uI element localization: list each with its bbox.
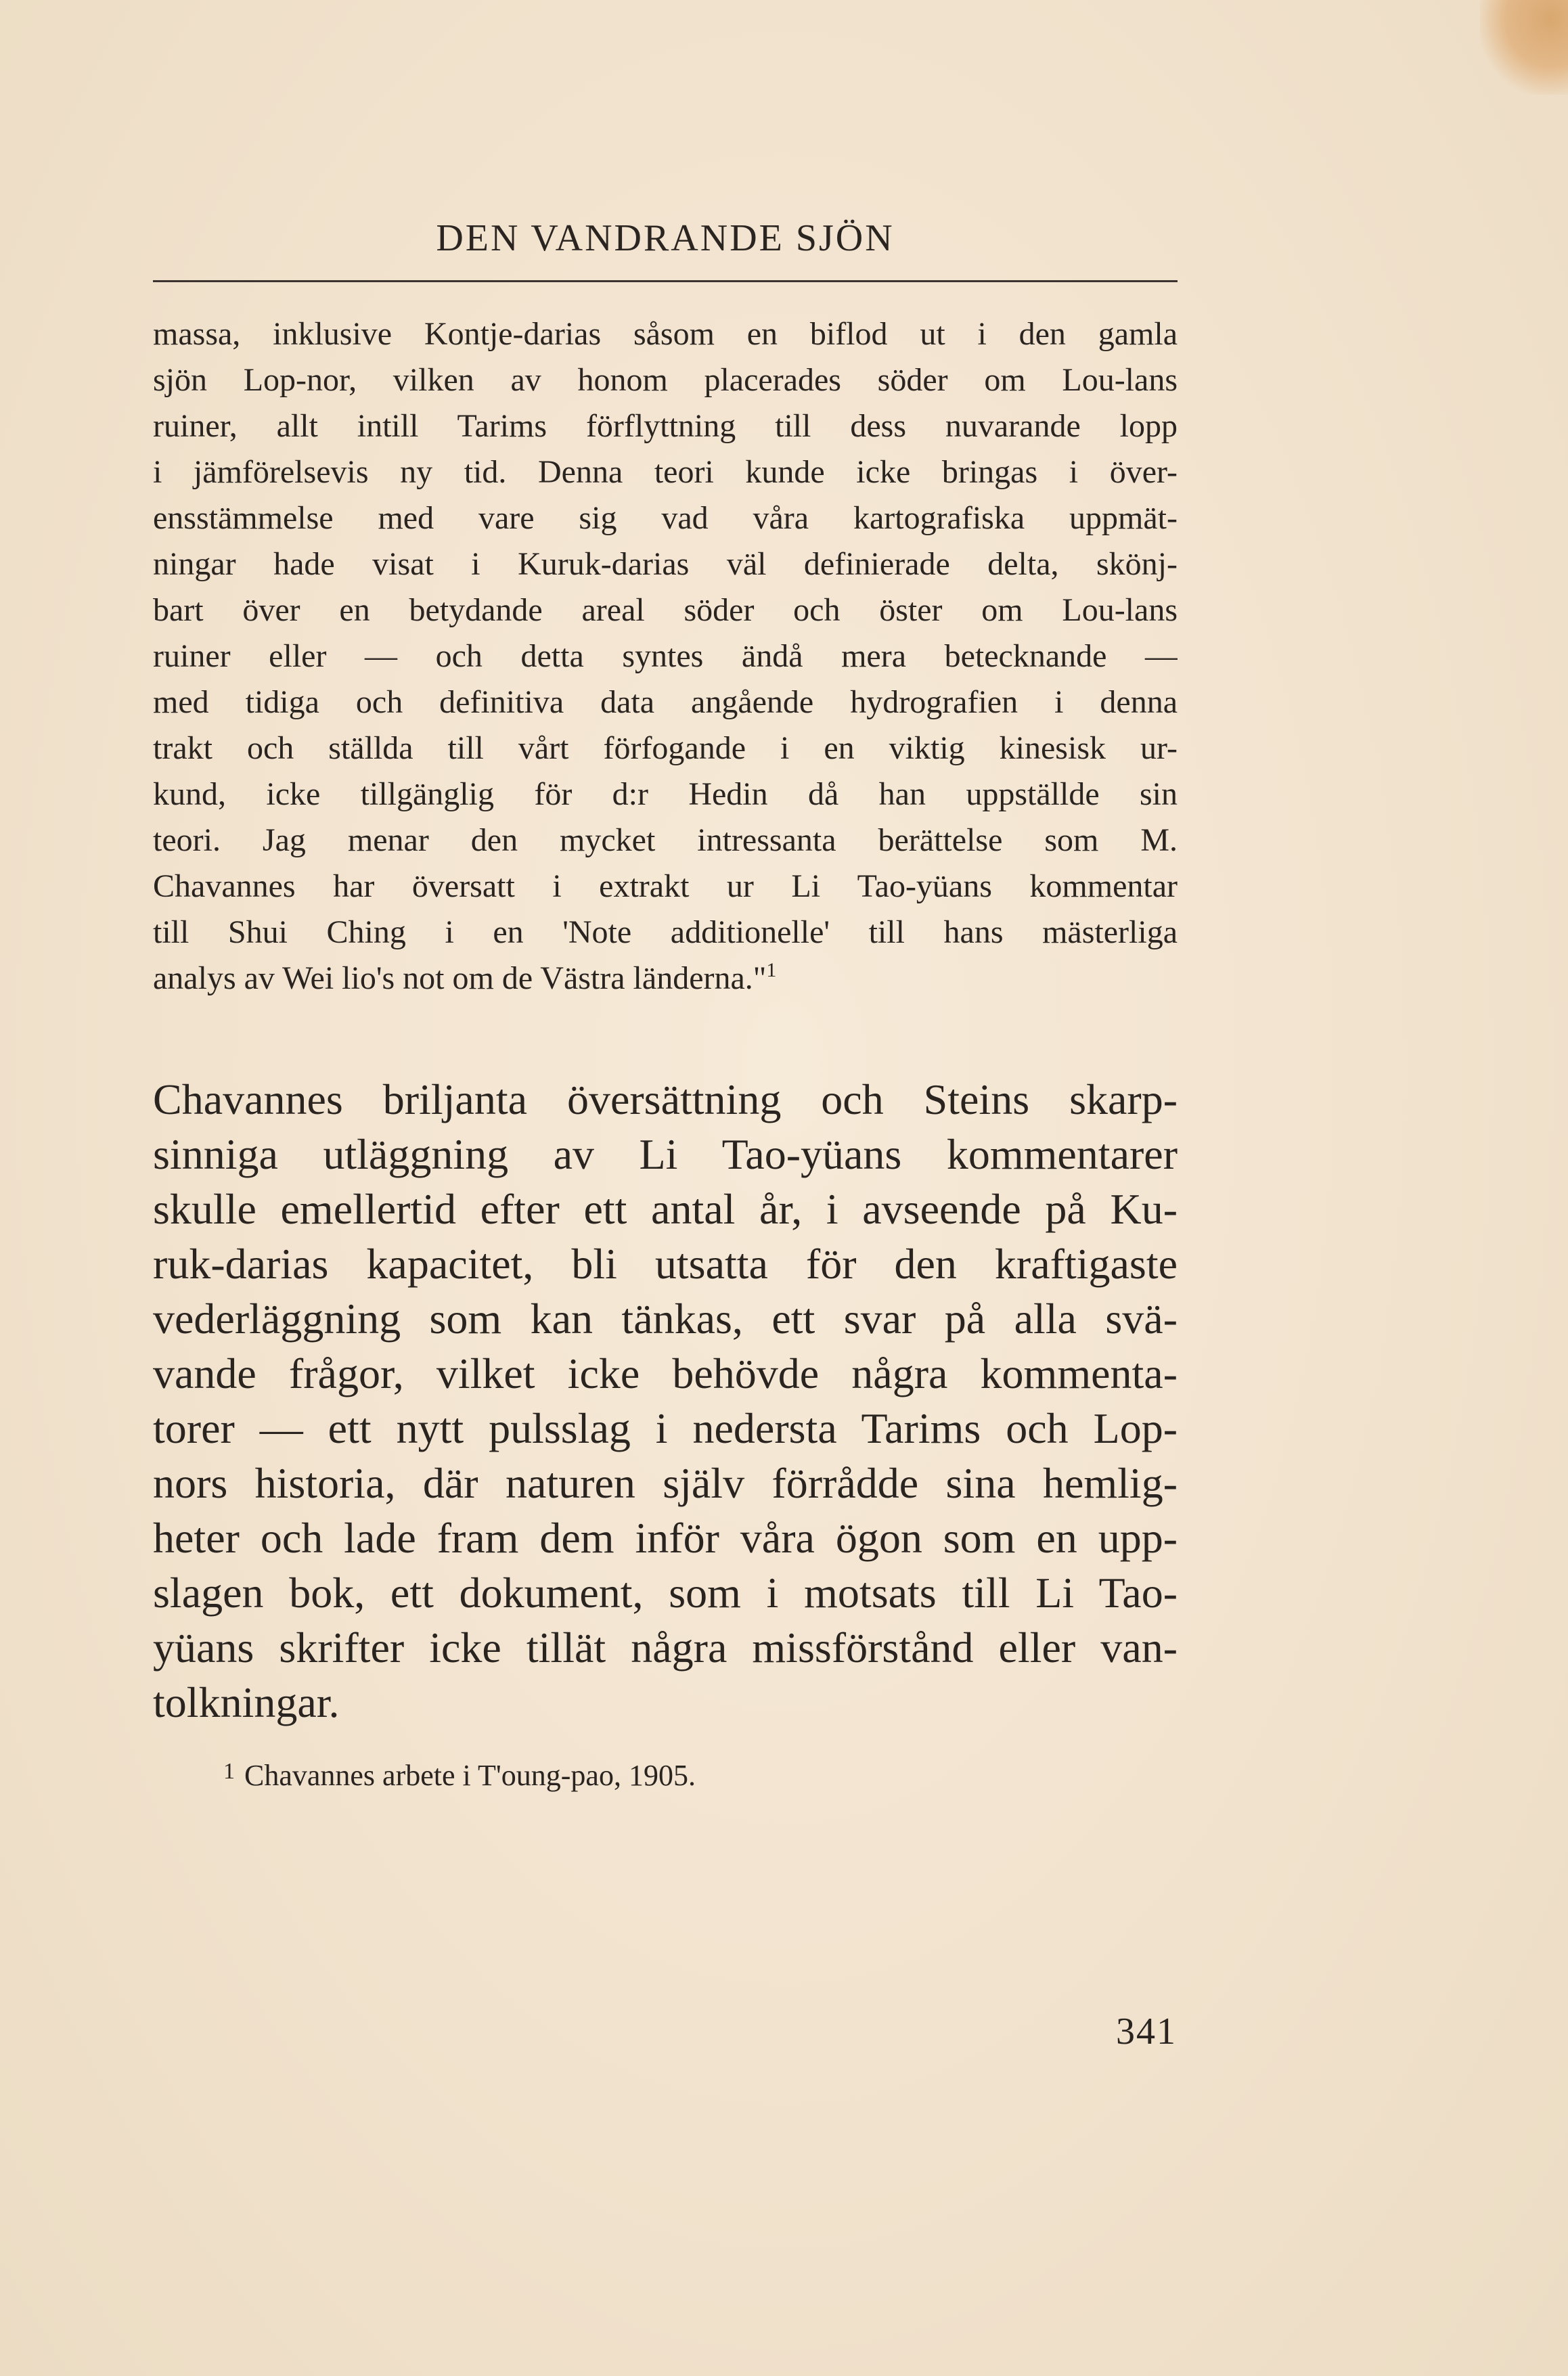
body-line: vande frågor, vilket icke behövde några kommenta- [153,1349,1178,1397]
body-line: yüans skrifter icke tillät några missförstånd eller van- [153,1623,1178,1672]
quote-last-line-text: analys av Wei lio's not om de Västra länderna." [153,960,767,996]
body-line: heter och lade fram dem inför våra ögon som en upp- [153,1514,1178,1562]
quote-line: ningar hade visat i Kuruk-darias väl definierade delta, skönj- [153,546,1178,582]
quote-line: sjön Lop-nor, vilken av honom placerades söder om Lou-lans [153,362,1178,398]
running-head: DEN VANDRANDE SJÖN [436,217,895,259]
body-line: sinniga utläggning av Li Tao-yüans kommentarer [153,1130,1178,1178]
quote-line: till Shui Ching i en 'Note additionelle' till hans mästerliga [153,914,1178,950]
quote-line: bart över en betydande areal söder och öster om Lou-lans [153,592,1178,628]
body-line: torer — ett nytt pulsslag i nedersta Tarims och Lop- [153,1404,1178,1452]
footnote-reference: 1 [766,959,777,981]
footnote-mark: 1 [223,1759,235,1784]
quote-line: kund, icke tillgänglig för d:r Hedin då han uppställde sin [153,776,1178,812]
quote-line: ruiner, allt intill Tarims förflyttning till dess nuvarande lopp [153,408,1178,444]
body-paragraph [153,1072,1178,1730]
body-last-line: tolkningar. [153,1678,340,1726]
body-line: ruk-darias kapacitet, bli utsatta för den kraftigaste [153,1240,1178,1288]
running-head-rule [153,280,1178,282]
quoted-passage [153,311,1178,1002]
page-corner-stain [1480,0,1568,95]
quote-line: Chavannes har översatt i extrakt ur Li Tao-yüans kommentar [153,868,1178,904]
footnote [223,1751,696,1796]
body-line: skulle emellertid efter ett antal år, i avseende på Ku- [153,1185,1178,1233]
quote-line: ruiner eller — och detta syntes ändå mera betecknande — [153,638,1178,674]
quote-line: teori. Jag menar den mycket intressanta berättelse som M. [153,822,1178,858]
quote-line: i jämförelsevis ny tid. Denna teori kunde icke bringas i över- [153,454,1178,490]
quote-last-line [153,956,1178,1002]
quote-line: trakt och ställda till vårt förfogande i en viktig kinesisk ur- [153,730,1178,766]
page-number: 341 [1116,2011,1177,2053]
body-line: Chavannes briljanta översättning och Steins skarp- [153,1075,1178,1123]
footnote-text: Chavannes arbete i T'oung-pao, 1905. [244,1759,696,1792]
quote-line: ensstämmelse med vare sig vad våra kartografiska uppmät- [153,500,1178,536]
quote-line: med tidiga och definitiva data angående hydrografien i denna [153,684,1178,720]
quote-line: massa, inklusive Kontje-darias såsom en biflod ut i den gamla [153,316,1178,352]
body-line: vederläggning som kan tänkas, ett svar på alla svä- [153,1295,1178,1343]
body-line: slagen bok, ett dokument, som i motsats till Li Tao- [153,1569,1178,1617]
body-line: nors historia, där naturen själv förrådde sina hemlig- [153,1459,1178,1507]
